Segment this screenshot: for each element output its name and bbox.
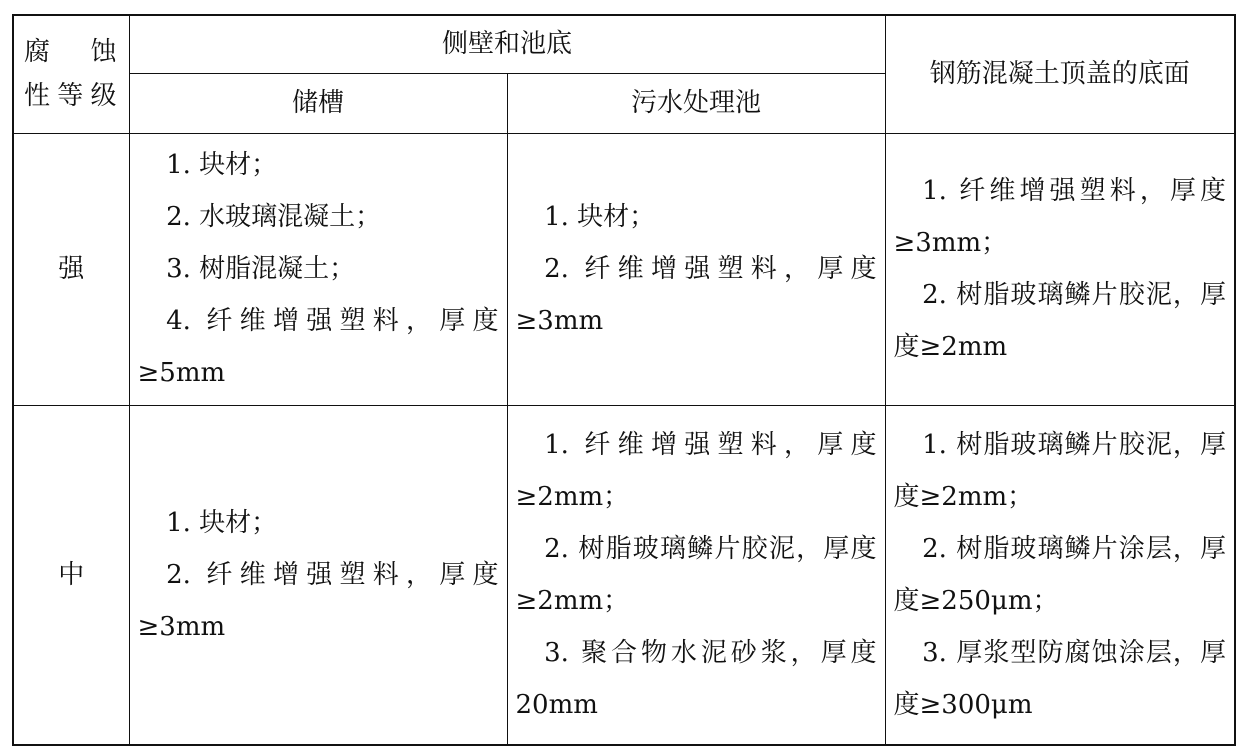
list-item: 1. 树脂玻璃鳞片胶泥，厚度≥2mm； <box>893 429 1227 512</box>
list-item: 2. 树脂玻璃鳞片胶泥，厚度≥2mm； <box>515 533 877 616</box>
table-row-medium <box>13 405 1235 745</box>
list-item: 2. 水玻璃混凝土； <box>166 202 382 232</box>
table-row-strong <box>13 133 1235 405</box>
cell-strong-rc-cover-bottom <box>885 133 1235 405</box>
list-item: 1. 纤维增强塑料，厚度≥2mm； <box>515 429 877 512</box>
header-corrosion-grade-line1: 腐 蚀 <box>24 37 119 68</box>
grade-cell-medium: 中 <box>13 405 129 745</box>
cell-medium-rc-cover-bottom <box>885 405 1235 745</box>
corrosion-protection-table <box>12 14 1236 746</box>
list-item: 2. 树脂玻璃鳞片胶泥，厚度≥2mm <box>893 280 1227 362</box>
list-item: 2. 树脂玻璃鳞片涂层，厚度≥250μm； <box>893 533 1227 616</box>
list-item: 3. 树脂混凝土； <box>166 254 356 284</box>
header-walls-floor: 侧壁和池底 <box>129 15 885 73</box>
cell-strong-sewage-tank <box>507 133 885 405</box>
list-item: 1. 块材； <box>166 507 278 538</box>
list-item: 1. 纤维增强塑料，厚度≥3mm； <box>893 176 1227 258</box>
header-rc-cover-bottom: 钢筋混凝土顶盖的底面 <box>885 15 1235 133</box>
list-item: 3. 聚合物水泥砂浆，厚度 20mm <box>515 637 877 720</box>
header-corrosion-grade <box>13 15 129 133</box>
list-item: 2. 纤维增强塑料，厚度≥3mm <box>137 559 499 642</box>
grade-cell-strong: 强 <box>13 133 129 405</box>
cell-medium-storage-tank <box>129 405 507 745</box>
cell-medium-sewage-tank <box>507 405 885 745</box>
header-corrosion-grade-line2: 性等级 <box>24 81 119 112</box>
list-item: 1. 块材； <box>166 150 278 180</box>
list-item: 2. 纤维增强塑料，厚度≥3mm <box>515 254 877 336</box>
header-sewage-tank: 污水处理池 <box>507 73 885 133</box>
header-storage-tank: 储槽 <box>129 73 507 133</box>
list-item: 4. 纤维增强塑料，厚度≥5mm <box>137 306 499 388</box>
cell-strong-storage-tank <box>129 133 507 405</box>
list-item: 1. 块材； <box>544 202 656 232</box>
list-item: 3. 厚浆型防腐蚀涂层，厚度≥300μm <box>893 637 1227 720</box>
